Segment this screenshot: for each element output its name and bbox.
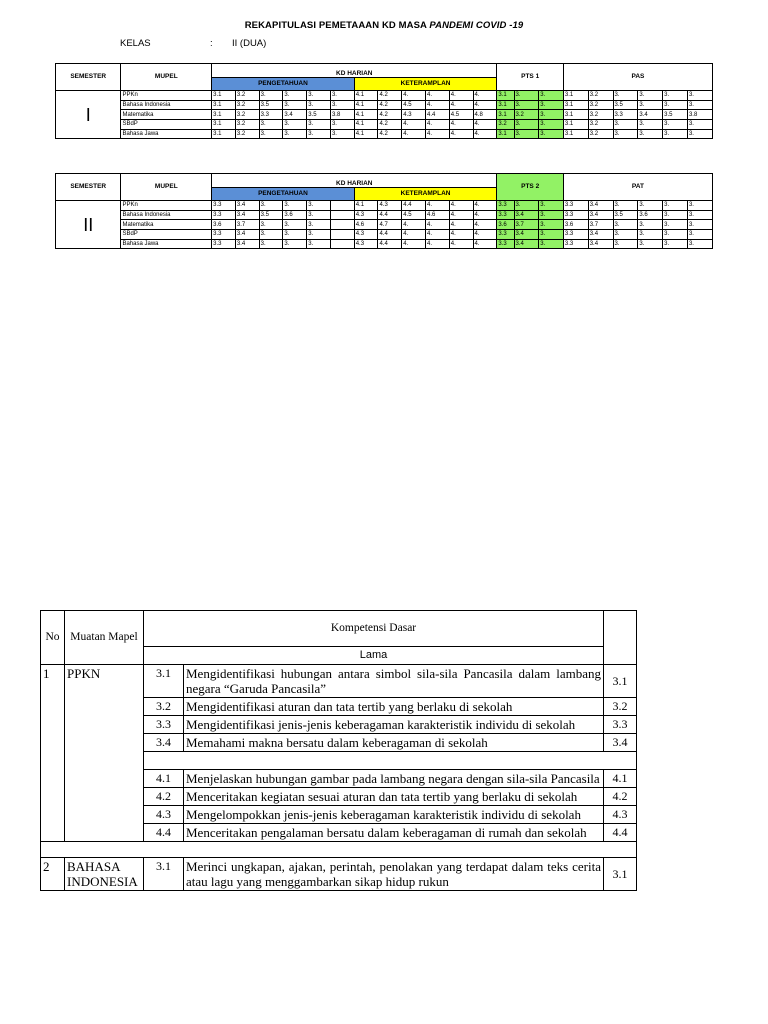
keterampilan-cell: 4. (473, 220, 497, 230)
title-prefix: REKAPITULASI PEMETAAAN KD MASA (244, 20, 430, 31)
kd-empty-row (144, 752, 637, 770)
keterampilan-cell: 4. (426, 230, 450, 240)
pengetahuan-cell: 3.6 (283, 210, 307, 220)
end-exam-cell: 3.5 (613, 210, 638, 220)
pengetahuan-cell: 3. (330, 129, 354, 139)
end-exam-cell: 3. (663, 210, 688, 220)
end-exam-cell: 3. (687, 100, 712, 110)
kd-description: Menceritakan kegiatan sesuai aturan dan tata tertib yang berlaku di sekolah (184, 788, 604, 806)
keterampilan-cell: 4.2 (378, 110, 402, 120)
keterampilan-header: KETERAMPLAN (354, 78, 497, 91)
pengetahuan-cell: 3. (259, 230, 283, 240)
end-exam-cell: 3. (613, 120, 638, 130)
keterampilan-cell: 4. (449, 129, 473, 139)
end-exam-cell: 3. (663, 100, 688, 110)
end-exam-cell: 3. (638, 91, 663, 101)
end-exam-cell: 3.3 (563, 230, 588, 240)
kd-harian-header: KD HARIAN (212, 64, 497, 78)
table-row (56, 120, 713, 130)
kd-reference-code: 3.4 (604, 734, 637, 752)
mid-exam-cell: 3. (539, 100, 564, 110)
mid-exam-cell: 3.7 (514, 220, 539, 230)
keterampilan-cell: 4. (449, 220, 473, 230)
pengetahuan-cell: 3. (283, 239, 307, 249)
end-exam-cell: 3. (687, 230, 712, 240)
mid-exam-cell: 3. (539, 120, 564, 130)
kd-description: Menjelaskan hubungan gambar pada lambang negara dengan sila-sila Pancasila (184, 770, 604, 788)
page-title (0, 20, 768, 31)
table-row (56, 201, 713, 211)
end-exam-cell: 3.2 (588, 120, 613, 130)
mid-exam-cell: 3. (539, 91, 564, 101)
kd-code: 3.1 (144, 858, 184, 891)
kelas-value: II (DUA) (232, 38, 267, 49)
mid-exam-cell: 3.1 (497, 91, 514, 101)
end-exam-cell: 3.4 (638, 110, 663, 120)
end-exam-cell: 3. (613, 201, 638, 211)
end-exam-cell: 3. (638, 239, 663, 249)
keterampilan-cell: 4.3 (378, 201, 402, 211)
pengetahuan-cell: 3.3 (259, 110, 283, 120)
kd-code: 3.3 (144, 716, 184, 734)
right-blank-header (604, 611, 637, 665)
pengetahuan-cell: 3.2 (235, 120, 259, 130)
keterampilan-cell: 4. (473, 239, 497, 249)
end-exam-cell: 3.4 (588, 201, 613, 211)
end-exam-cell: 3. (638, 100, 663, 110)
pengetahuan-header: PENGETAHUAN (212, 78, 355, 91)
mid-exam-cell: 3. (514, 129, 539, 139)
mupel-header: MUPEL (121, 174, 212, 201)
end-exam-cell: 3.6 (638, 210, 663, 220)
subject-name: PPKN (65, 665, 144, 842)
end-exam-cell: 3. (613, 230, 638, 240)
pengetahuan-cell: 3.5 (259, 210, 283, 220)
mid-exam-cell: 3. (539, 210, 564, 220)
mid-exam-cell: 3. (514, 100, 539, 110)
pengetahuan-cell: 3.1 (212, 129, 236, 139)
pengetahuan-cell: 3. (307, 201, 331, 211)
mid-exam-cell: 3. (539, 110, 564, 120)
mid-exam-cell: 3. (539, 239, 564, 249)
end-exam-cell: 3.1 (563, 120, 588, 130)
end-exam-cell: 3.5 (663, 110, 688, 120)
mid-exam-header: PTS 1 (497, 64, 563, 91)
keterampilan-cell: 4.1 (354, 100, 378, 110)
end-exam-cell: 3. (663, 129, 688, 139)
end-exam-cell: 3. (638, 220, 663, 230)
end-exam-cell: 3. (638, 120, 663, 130)
pengetahuan-cell: 3. (307, 100, 331, 110)
keterampilan-header: KETERAMPLAN (354, 188, 497, 201)
end-exam-cell: 3. (687, 120, 712, 130)
end-exam-cell: 3. (687, 91, 712, 101)
pengetahuan-cell: 3. (259, 239, 283, 249)
pengetahuan-cell: 3.2 (235, 100, 259, 110)
end-exam-cell: 3.1 (563, 129, 588, 139)
end-exam-cell: 3.2 (588, 129, 613, 139)
table-row (56, 110, 713, 120)
end-exam-cell: 3.4 (588, 239, 613, 249)
mid-exam-cell: 3.4 (514, 210, 539, 220)
kd-row (41, 858, 637, 891)
keterampilan-cell: 4. (426, 129, 450, 139)
keterampilan-cell: 4. (449, 239, 473, 249)
keterampilan-cell: 4. (449, 210, 473, 220)
end-exam-cell: 3.1 (563, 91, 588, 101)
end-exam-cell: 3.2 (588, 91, 613, 101)
end-exam-cell: 3. (687, 239, 712, 249)
keterampilan-cell: 4.5 (402, 210, 426, 220)
kd-reference-code: 4.1 (604, 770, 637, 788)
mid-exam-cell: 3. (539, 220, 564, 230)
mid-exam-cell: 3.4 (514, 230, 539, 240)
mupel-name: PPKn (121, 201, 212, 211)
title-italic: PANDEMI COVID -19 (429, 20, 524, 31)
kd-code: 4.2 (144, 788, 184, 806)
kd-code: 4.3 (144, 806, 184, 824)
pengetahuan-cell: 3. (283, 220, 307, 230)
pengetahuan-cell: 3.8 (330, 110, 354, 120)
mid-exam-cell: 3.1 (497, 110, 514, 120)
end-exam-cell: 3.8 (687, 110, 712, 120)
pengetahuan-cell: 3.1 (212, 91, 236, 101)
table-row (56, 100, 713, 110)
keterampilan-cell: 4. (426, 100, 450, 110)
kompetensi-dasar-header: Kompetensi Dasar (144, 611, 604, 647)
kd-description: Mengelompokkan jenis-jenis keberagaman karakteristik individu di sekolah (184, 806, 604, 824)
end-exam-cell: 3. (613, 220, 638, 230)
pengetahuan-cell: 3. (283, 120, 307, 130)
mid-exam-cell: 3.6 (497, 220, 514, 230)
keterampilan-cell: 4.3 (402, 110, 426, 120)
mid-exam-cell: 3. (514, 91, 539, 101)
keterampilan-cell: 4.1 (354, 110, 378, 120)
mupel-name: Matematika (121, 110, 212, 120)
keterampilan-cell: 4.4 (426, 110, 450, 120)
end-exam-cell: 3.3 (563, 201, 588, 211)
keterampilan-cell: 4. (402, 91, 426, 101)
keterampilan-cell: 4. (473, 210, 497, 220)
table-row (56, 239, 713, 249)
end-exam-cell: 3. (663, 239, 688, 249)
mid-exam-cell: 3.3 (497, 201, 514, 211)
end-exam-cell: 3.4 (588, 210, 613, 220)
pengetahuan-cell (330, 201, 354, 211)
mid-exam-cell: 3.4 (514, 239, 539, 249)
end-exam-cell: 3. (638, 201, 663, 211)
pengetahuan-cell: 3. (307, 230, 331, 240)
pengetahuan-cell: 3.4 (235, 201, 259, 211)
end-exam-cell: 3. (663, 120, 688, 130)
keterampilan-cell: 4. (449, 201, 473, 211)
keterampilan-cell: 4.2 (378, 91, 402, 101)
subject-number: 1 (41, 665, 65, 842)
keterampilan-cell: 4. (473, 100, 497, 110)
end-exam-cell: 3.3 (563, 239, 588, 249)
keterampilan-cell: 4. (426, 220, 450, 230)
pengetahuan-cell: 3.2 (235, 91, 259, 101)
pengetahuan-cell: 3. (259, 129, 283, 139)
keterampilan-cell: 4.1 (354, 201, 378, 211)
kd-code: 3.4 (144, 734, 184, 752)
pengetahuan-cell (330, 220, 354, 230)
pengetahuan-cell: 3. (307, 120, 331, 130)
kelas-colon: : (210, 38, 213, 49)
keterampilan-cell: 4. (402, 239, 426, 249)
pengetahuan-cell: 3.1 (212, 120, 236, 130)
kd-code: 4.1 (144, 770, 184, 788)
end-exam-cell: 3. (687, 210, 712, 220)
keterampilan-cell: 4.8 (473, 110, 497, 120)
end-exam-cell: 3. (663, 91, 688, 101)
kd-reference-code: 4.3 (604, 806, 637, 824)
semester-number: I (56, 91, 121, 139)
end-exam-cell: 3.1 (563, 100, 588, 110)
kd-reference-code: 3.1 (604, 858, 637, 891)
keterampilan-cell: 4.4 (378, 239, 402, 249)
pengetahuan-cell: 3.6 (212, 220, 236, 230)
pengetahuan-cell: 3.3 (212, 201, 236, 211)
no-header: No (41, 611, 65, 665)
semester-header: SEMESTER (56, 64, 121, 91)
kd-harian-header: KD HARIAN (212, 174, 497, 188)
pengetahuan-cell: 3. (307, 220, 331, 230)
table-row (56, 129, 713, 139)
pengetahuan-cell: 3.5 (259, 100, 283, 110)
end-exam-cell: 3. (613, 91, 638, 101)
pengetahuan-cell: 3.3 (212, 230, 236, 240)
pengetahuan-cell: 3.4 (283, 110, 307, 120)
end-exam-cell: 3.4 (588, 230, 613, 240)
end-exam-cell: 3. (638, 129, 663, 139)
keterampilan-cell: 4.4 (378, 230, 402, 240)
pengetahuan-cell: 3.4 (235, 230, 259, 240)
pengetahuan-cell: 3. (259, 220, 283, 230)
pengetahuan-cell: 3. (307, 91, 331, 101)
pengetahuan-cell: 3. (283, 129, 307, 139)
kompetensi-dasar-table (40, 610, 637, 891)
keterampilan-cell: 4.4 (378, 210, 402, 220)
pengetahuan-cell: 3. (259, 91, 283, 101)
pengetahuan-cell: 3.3 (212, 239, 236, 249)
table-row (56, 91, 713, 101)
keterampilan-cell: 4.7 (378, 220, 402, 230)
keterampilan-cell: 4. (449, 91, 473, 101)
mid-exam-cell: 3.3 (497, 210, 514, 220)
mupel-name: Bahasa Jawa (121, 239, 212, 249)
keterampilan-cell: 4. (426, 91, 450, 101)
end-exam-cell: 3.1 (563, 110, 588, 120)
lama-header: Lama (144, 647, 604, 665)
end-exam-cell: 3.7 (588, 220, 613, 230)
rekap-table-semester-2 (55, 173, 713, 249)
pengetahuan-cell: 3.3 (212, 210, 236, 220)
keterampilan-cell: 4.1 (354, 91, 378, 101)
pengetahuan-cell: 3.2 (235, 110, 259, 120)
keterampilan-cell: 4.5 (449, 110, 473, 120)
end-exam-cell: 3. (638, 230, 663, 240)
mid-exam-cell: 3. (539, 230, 564, 240)
mupel-name: SBdP (121, 230, 212, 240)
pengetahuan-cell: 3.1 (212, 110, 236, 120)
end-exam-cell: 3.3 (563, 210, 588, 220)
keterampilan-cell: 4. (402, 230, 426, 240)
pengetahuan-cell: 3. (307, 129, 331, 139)
mid-exam-cell: 3. (514, 120, 539, 130)
pengetahuan-cell: 3. (330, 91, 354, 101)
rekap-table-semester-1 (55, 63, 713, 139)
end-exam-cell: 3.5 (613, 100, 638, 110)
kd-description: Memahami makna bersatu dalam keberagaman di sekolah (184, 734, 604, 752)
subject-separator (41, 842, 637, 858)
mid-exam-cell: 3.3 (497, 239, 514, 249)
keterampilan-cell: 4. (402, 120, 426, 130)
keterampilan-cell: 4. (402, 129, 426, 139)
mid-exam-cell: 3. (539, 201, 564, 211)
keterampilan-cell: 4.1 (354, 120, 378, 130)
semester-number: II (56, 201, 121, 249)
keterampilan-cell: 4. (473, 120, 497, 130)
kd-description: Mengidentifikasi jenis-jenis keberagaman karakteristik individu di sekolah (184, 716, 604, 734)
keterampilan-cell: 4. (449, 230, 473, 240)
keterampilan-cell: 4.3 (354, 210, 378, 220)
end-exam-cell: 3.6 (563, 220, 588, 230)
end-exam-cell: 3. (663, 230, 688, 240)
kd-reference-code: 3.1 (604, 665, 637, 698)
keterampilan-cell: 4.3 (354, 230, 378, 240)
mupel-header: MUPEL (121, 64, 212, 91)
keterampilan-cell: 4. (426, 120, 450, 130)
mupel-name: PPKn (121, 91, 212, 101)
mid-exam-cell: 3.3 (497, 230, 514, 240)
subject-name: BAHASA INDONESIA (65, 858, 144, 891)
pengetahuan-cell: 3. (330, 120, 354, 130)
end-exam-cell: 3. (663, 201, 688, 211)
kd-row (41, 665, 637, 698)
keterampilan-cell: 4. (426, 239, 450, 249)
mid-exam-cell: 3. (514, 201, 539, 211)
pengetahuan-cell: 3.4 (235, 239, 259, 249)
pengetahuan-header: PENGETAHUAN (212, 188, 355, 201)
mid-exam-cell: 3.2 (497, 120, 514, 130)
table-row (56, 210, 713, 220)
keterampilan-cell: 4. (426, 201, 450, 211)
pengetahuan-cell: 3.1 (212, 100, 236, 110)
pengetahuan-cell: 3. (283, 100, 307, 110)
end-exam-cell: 3. (687, 201, 712, 211)
mupel-name: SBdP (121, 120, 212, 130)
keterampilan-cell: 4. (473, 201, 497, 211)
mupel-name: Bahasa Indonesia (121, 100, 212, 110)
keterampilan-cell: 4. (402, 220, 426, 230)
keterampilan-cell: 4.5 (402, 100, 426, 110)
kelas-label: KELAS (120, 38, 151, 49)
keterampilan-cell: 4.3 (354, 239, 378, 249)
keterampilan-cell: 4.1 (354, 129, 378, 139)
keterampilan-cell: 4.6 (426, 210, 450, 220)
keterampilan-cell: 4.4 (402, 201, 426, 211)
keterampilan-cell: 4. (473, 230, 497, 240)
pengetahuan-cell: 3. (283, 201, 307, 211)
keterampilan-cell: 4.2 (378, 100, 402, 110)
pengetahuan-cell: 3.2 (235, 129, 259, 139)
kd-description: Mengidentifikasi aturan dan tata tertib yang berlaku di sekolah (184, 698, 604, 716)
pengetahuan-cell: 3. (283, 91, 307, 101)
pengetahuan-cell (330, 230, 354, 240)
end-exam-cell: 3. (687, 129, 712, 139)
mid-exam-cell: 3.1 (497, 129, 514, 139)
pengetahuan-cell (330, 210, 354, 220)
keterampilan-cell: 4. (473, 91, 497, 101)
pengetahuan-cell: 3. (283, 230, 307, 240)
semester-header: SEMESTER (56, 174, 121, 201)
pengetahuan-cell: 3. (330, 100, 354, 110)
kd-description: Menceritakan pengalaman bersatu dalam keberagaman di rumah dan sekolah (184, 824, 604, 842)
pengetahuan-cell: 3. (259, 120, 283, 130)
pengetahuan-cell: 3. (307, 239, 331, 249)
mupel-name: Bahasa Indonesia (121, 210, 212, 220)
pengetahuan-cell: 3. (307, 210, 331, 220)
muatan-mapel-header: Muatan Mapel (65, 611, 144, 665)
end-exam-cell: 3.2 (588, 100, 613, 110)
end-exam-header: PAT (563, 174, 712, 201)
keterampilan-cell: 4. (449, 100, 473, 110)
kd-reference-code: 3.3 (604, 716, 637, 734)
kd-description: Mengidentifikasi hubungan antara simbol sila-sila Pancasila dalam lambang negara “Garuda Pancasila” (184, 665, 604, 698)
mid-exam-cell: 3.2 (514, 110, 539, 120)
keterampilan-cell: 4.2 (378, 129, 402, 139)
keterampilan-cell: 4. (449, 120, 473, 130)
kd-reference-code: 3.2 (604, 698, 637, 716)
mid-exam-header: PTS 2 (497, 174, 563, 201)
mupel-name: Matematika (121, 220, 212, 230)
pengetahuan-cell: 3.4 (235, 210, 259, 220)
end-exam-cell: 3. (613, 129, 638, 139)
keterampilan-cell: 4.6 (354, 220, 378, 230)
end-exam-cell: 3. (687, 220, 712, 230)
table-row (56, 220, 713, 230)
subject-number: 2 (41, 858, 65, 891)
mid-exam-cell: 3.1 (497, 100, 514, 110)
pengetahuan-cell: 3. (259, 201, 283, 211)
end-exam-cell: 3. (663, 220, 688, 230)
table-row (56, 230, 713, 240)
kd-code: 3.2 (144, 698, 184, 716)
kd-reference-code: 4.2 (604, 788, 637, 806)
kd-description: Merinci ungkapan, ajakan, perintah, penolakan yang terdapat dalam teks cerita atau lagu yang menggambarkan sikap hidup rukun (184, 858, 604, 891)
kd-code: 4.4 (144, 824, 184, 842)
pengetahuan-cell: 3.5 (307, 110, 331, 120)
end-exam-cell: 3.3 (613, 110, 638, 120)
end-exam-header: PAS (563, 64, 712, 91)
end-exam-cell: 3. (613, 239, 638, 249)
pengetahuan-cell: 3.7 (235, 220, 259, 230)
kd-reference-code: 4.4 (604, 824, 637, 842)
mupel-name: Bahasa Jawa (121, 129, 212, 139)
keterampilan-cell: 4. (473, 129, 497, 139)
keterampilan-cell: 4.2 (378, 120, 402, 130)
pengetahuan-cell (330, 239, 354, 249)
mid-exam-cell: 3. (539, 129, 564, 139)
end-exam-cell: 3.2 (588, 110, 613, 120)
kd-code: 3.1 (144, 665, 184, 698)
